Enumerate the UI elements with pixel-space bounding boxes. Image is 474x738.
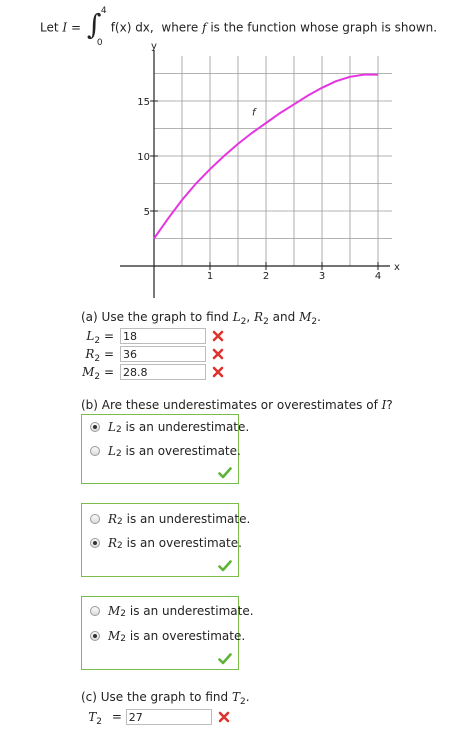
x-tick-label: 2 (262, 271, 270, 282)
grid (154, 56, 392, 266)
option-l2-overestimate[interactable]: L 2 is an overestimate. (90, 444, 241, 458)
check-mark-icon (218, 653, 232, 665)
description-post: is the function whose graph is shown. (210, 20, 438, 35)
axes (120, 50, 390, 298)
integral-variable: I (62, 20, 68, 35)
x-tick-label: 1 (206, 271, 214, 282)
answer-label-t2: $T_2$ (88, 709, 102, 727)
y-tick-label: 15 (137, 97, 150, 108)
x-mark-icon (212, 366, 224, 378)
answer-row-m2 (82, 364, 224, 380)
radio-r2-under[interactable] (90, 514, 100, 524)
check-mark-icon (218, 560, 232, 572)
x-mark-icon (212, 348, 224, 360)
tick-labels (137, 97, 381, 282)
answer-label-l2: $L_2$ = (86, 328, 114, 346)
answer-row-r2 (82, 346, 224, 362)
integral-symbol: ∫ 4 0 (86, 6, 107, 48)
x-tick-label: 4 (374, 271, 382, 282)
option-m2-underestimate[interactable]: M 2 is an underestimate. (90, 604, 254, 618)
t2-input[interactable] (126, 709, 212, 725)
integrand: f(x) dx, (110, 20, 154, 35)
option-m2-overestimate[interactable]: M 2 is an overestimate. (90, 629, 245, 643)
let-text: Let (40, 20, 59, 35)
upper-limit: 4 (100, 6, 107, 16)
x-mark-icon (212, 330, 224, 342)
y-tick-label: 10 (137, 152, 150, 163)
description-f: f (202, 20, 207, 35)
radio-l2-over[interactable] (90, 446, 100, 456)
answer-label-m2: $M_2$ = (82, 364, 114, 382)
answer-row-l2 (82, 328, 224, 344)
radio-r2-over[interactable] (90, 538, 100, 548)
y-tick-label: 5 (143, 207, 150, 218)
part-c-title: (c) Use the graph to find $T_2$. (81, 690, 250, 707)
option-r2-underestimate[interactable]: R 2 is an underestimate. (90, 512, 250, 526)
x-mark-icon (218, 711, 230, 723)
option-r2-overestimate[interactable]: R 2 is an overestimate. (90, 536, 242, 550)
answer-row-t2: $T_2 = 27$ (82, 709, 230, 725)
choice-group-m2 (81, 596, 254, 670)
answer-label-r2: $R_2$ = (85, 346, 114, 364)
function-graph (110, 40, 410, 302)
choice-group-l2 (81, 414, 250, 484)
equals-sign: = (70, 20, 82, 35)
option-l2-underestimate[interactable]: L 2 is an underestimate. (90, 420, 249, 434)
r2-input[interactable] (120, 346, 206, 362)
m2-input[interactable] (120, 364, 206, 380)
radio-m2-over[interactable] (90, 631, 100, 641)
radio-m2-under[interactable] (90, 606, 100, 616)
l2-input[interactable] (120, 328, 206, 344)
y-axis-label: y (151, 41, 157, 52)
choice-group-r2 (81, 503, 251, 577)
x-tick-label: 3 (318, 271, 326, 282)
part-b-title: (b) Are these underestimates or overestimates of I? (81, 398, 393, 412)
x-axis-label: x (394, 262, 400, 273)
curve-label: f (252, 107, 256, 119)
description-pre: where (161, 20, 199, 35)
radio-l2-under[interactable] (90, 422, 100, 432)
part-a-title: (a) Use the graph to find $L_2$, $R_2$ and $M_2$. (81, 310, 321, 327)
lower-limit: 0 (96, 38, 103, 48)
check-mark-icon (218, 467, 232, 479)
